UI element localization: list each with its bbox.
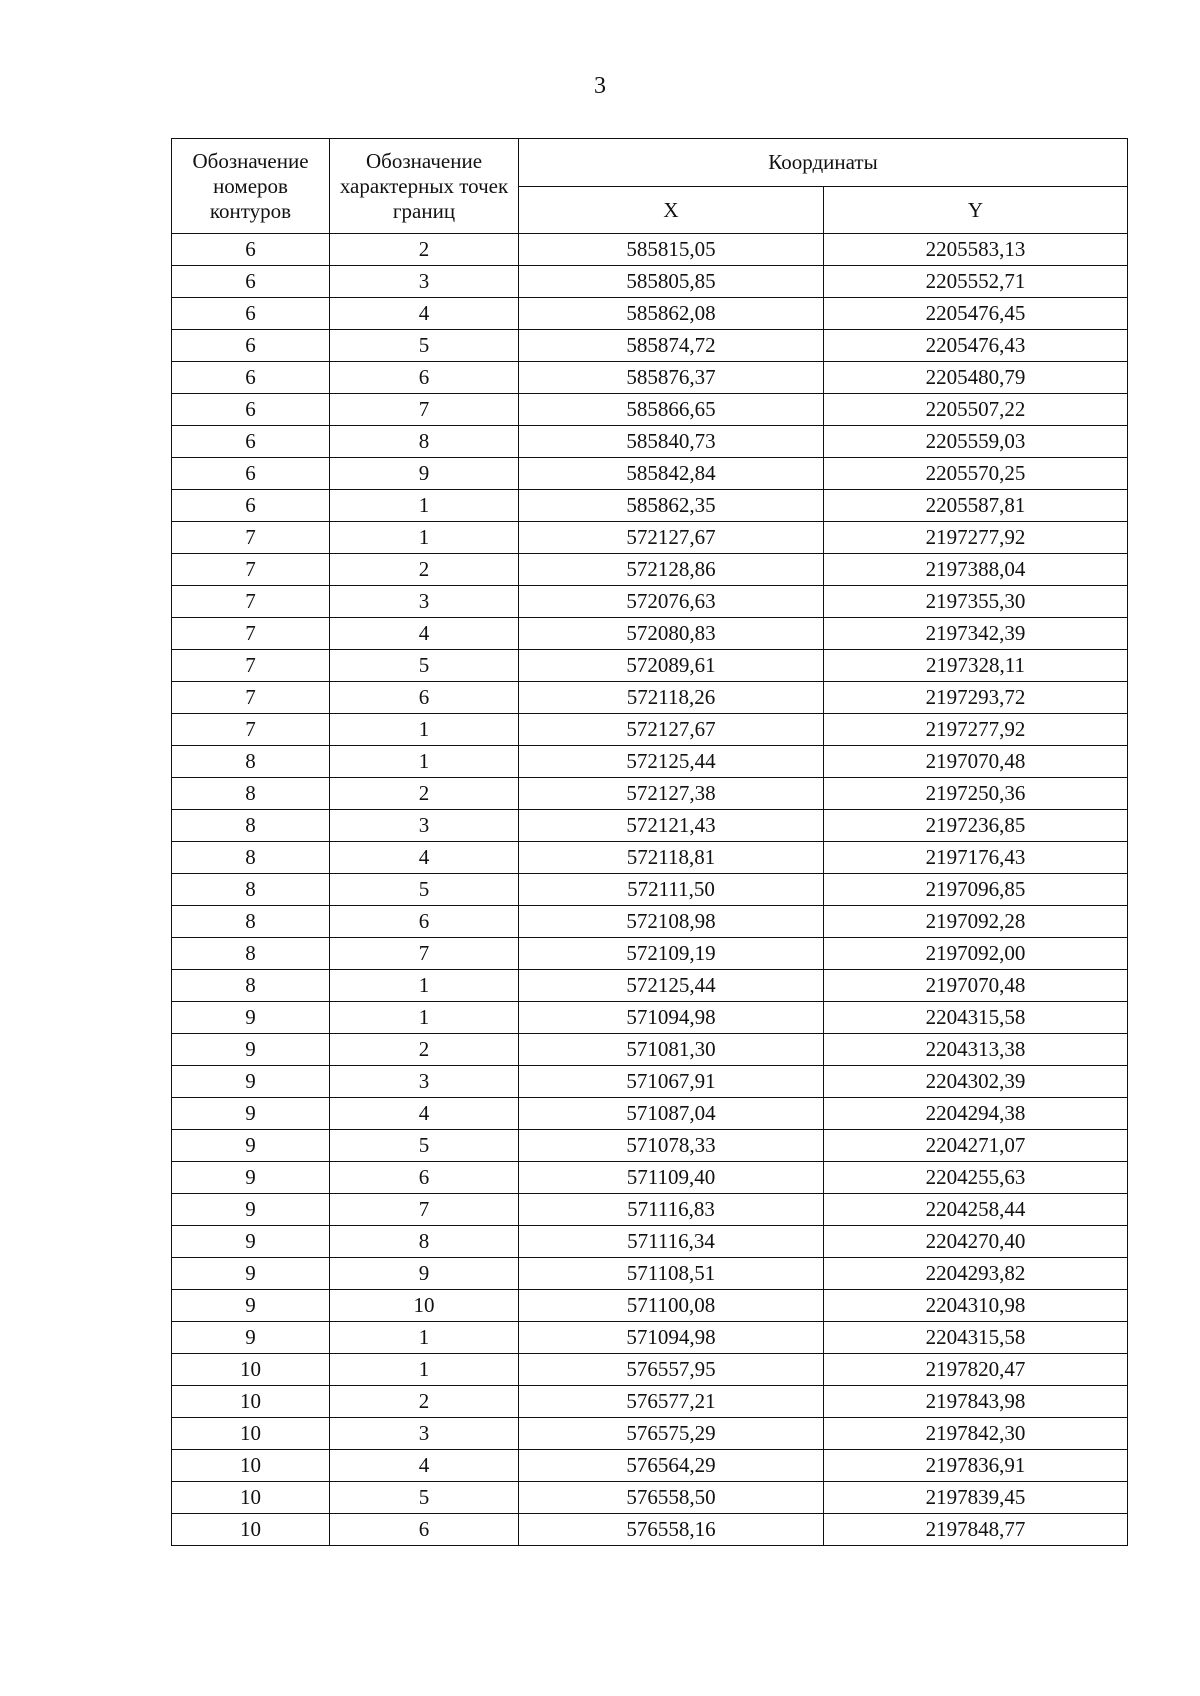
table-row <box>172 586 1128 618</box>
contour-number-cell: 6 <box>172 298 330 330</box>
x-coordinate-cell: 585842,84 <box>519 458 824 490</box>
contour-number-cell: 9 <box>172 1066 330 1098</box>
table-row <box>172 266 1128 298</box>
point-number-cell: 4 <box>330 842 519 874</box>
x-coordinate-cell: 576558,50 <box>519 1482 824 1514</box>
x-coordinate-cell: 571087,04 <box>519 1098 824 1130</box>
point-number-cell: 1 <box>330 1354 519 1386</box>
point-number-cell: 1 <box>330 970 519 1002</box>
y-coordinate-cell: 2205476,43 <box>824 330 1128 362</box>
point-number-cell: 6 <box>330 1514 519 1546</box>
x-coordinate-cell: 585805,85 <box>519 266 824 298</box>
contour-number-cell: 6 <box>172 362 330 394</box>
contour-number-cell: 7 <box>172 618 330 650</box>
y-coordinate-cell: 2197092,28 <box>824 906 1128 938</box>
point-number-cell: 7 <box>330 938 519 970</box>
table-row <box>172 1450 1128 1482</box>
table-row <box>172 458 1128 490</box>
contour-number-cell: 10 <box>172 1354 330 1386</box>
table-row <box>172 618 1128 650</box>
table-row <box>172 746 1128 778</box>
table-row <box>172 490 1128 522</box>
y-coordinate-cell: 2197836,91 <box>824 1450 1128 1482</box>
table-row <box>172 842 1128 874</box>
x-coordinate-cell: 571094,98 <box>519 1002 824 1034</box>
contour-number-cell: 6 <box>172 266 330 298</box>
x-coordinate-cell: 572127,67 <box>519 522 824 554</box>
x-coordinate-cell: 572125,44 <box>519 746 824 778</box>
contour-number-cell: 8 <box>172 874 330 906</box>
y-coordinate-cell: 2205583,13 <box>824 234 1128 266</box>
table-row <box>172 1418 1128 1450</box>
x-coordinate-cell: 585815,05 <box>519 234 824 266</box>
y-coordinate-cell: 2197842,30 <box>824 1418 1128 1450</box>
contour-number-cell: 6 <box>172 458 330 490</box>
y-coordinate-cell: 2204271,07 <box>824 1130 1128 1162</box>
x-coordinate-cell: 585862,35 <box>519 490 824 522</box>
contour-number-cell: 8 <box>172 970 330 1002</box>
point-number-cell: 7 <box>330 394 519 426</box>
contour-number-cell: 10 <box>172 1418 330 1450</box>
contour-number-cell: 9 <box>172 1002 330 1034</box>
y-coordinate-cell: 2205476,45 <box>824 298 1128 330</box>
contour-number-cell: 9 <box>172 1194 330 1226</box>
x-coordinate-cell: 571094,98 <box>519 1322 824 1354</box>
contour-number-cell: 9 <box>172 1034 330 1066</box>
point-number-cell: 6 <box>330 362 519 394</box>
contour-number-cell: 8 <box>172 746 330 778</box>
table-row <box>172 810 1128 842</box>
table-body <box>172 234 1128 1546</box>
x-coordinate-cell: 576564,29 <box>519 1450 824 1482</box>
table-row <box>172 1194 1128 1226</box>
table-row <box>172 1034 1128 1066</box>
contour-number-cell: 8 <box>172 842 330 874</box>
y-coordinate-cell: 2197250,36 <box>824 778 1128 810</box>
table-row <box>172 1290 1128 1322</box>
table-row <box>172 330 1128 362</box>
contour-number-cell: 7 <box>172 586 330 618</box>
x-coordinate-cell: 571081,30 <box>519 1034 824 1066</box>
header-coordinates: Координаты <box>519 139 1128 187</box>
y-coordinate-cell: 2204294,38 <box>824 1098 1128 1130</box>
point-number-cell: 4 <box>330 1450 519 1482</box>
x-coordinate-cell: 571100,08 <box>519 1290 824 1322</box>
y-coordinate-cell: 2197236,85 <box>824 810 1128 842</box>
contour-number-cell: 9 <box>172 1322 330 1354</box>
header-x: X <box>519 187 824 234</box>
table-row <box>172 298 1128 330</box>
table-row <box>172 778 1128 810</box>
table-row <box>172 650 1128 682</box>
point-number-cell: 8 <box>330 426 519 458</box>
y-coordinate-cell: 2197843,98 <box>824 1386 1128 1418</box>
point-number-cell: 1 <box>330 746 519 778</box>
point-number-cell: 4 <box>330 618 519 650</box>
contour-number-cell: 7 <box>172 522 330 554</box>
x-coordinate-cell: 585876,37 <box>519 362 824 394</box>
y-coordinate-cell: 2204315,58 <box>824 1002 1128 1034</box>
contour-number-cell: 10 <box>172 1514 330 1546</box>
y-coordinate-cell: 2204258,44 <box>824 1194 1128 1226</box>
x-coordinate-cell: 572125,44 <box>519 970 824 1002</box>
contour-number-cell: 8 <box>172 938 330 970</box>
y-coordinate-cell: 2197328,11 <box>824 650 1128 682</box>
contour-number-cell: 9 <box>172 1226 330 1258</box>
x-coordinate-cell: 572108,98 <box>519 906 824 938</box>
contour-number-cell: 6 <box>172 234 330 266</box>
point-number-cell: 6 <box>330 906 519 938</box>
y-coordinate-cell: 2197176,43 <box>824 842 1128 874</box>
point-number-cell: 9 <box>330 458 519 490</box>
x-coordinate-cell: 572089,61 <box>519 650 824 682</box>
x-coordinate-cell: 571116,83 <box>519 1194 824 1226</box>
y-coordinate-cell: 2197070,48 <box>824 746 1128 778</box>
x-coordinate-cell: 572121,43 <box>519 810 824 842</box>
y-coordinate-cell: 2205507,22 <box>824 394 1128 426</box>
contour-number-cell: 9 <box>172 1258 330 1290</box>
table-header <box>172 139 1128 234</box>
point-number-cell: 9 <box>330 1258 519 1290</box>
contour-number-cell: 6 <box>172 426 330 458</box>
x-coordinate-cell: 572080,83 <box>519 618 824 650</box>
contour-number-cell: 9 <box>172 1098 330 1130</box>
y-coordinate-cell: 2197293,72 <box>824 682 1128 714</box>
table-row <box>172 1066 1128 1098</box>
point-number-cell: 4 <box>330 1098 519 1130</box>
contour-number-cell: 6 <box>172 490 330 522</box>
point-number-cell: 1 <box>330 522 519 554</box>
x-coordinate-cell: 576575,29 <box>519 1418 824 1450</box>
x-coordinate-cell: 571109,40 <box>519 1162 824 1194</box>
table-row <box>172 970 1128 1002</box>
contour-number-cell: 10 <box>172 1386 330 1418</box>
y-coordinate-cell: 2197277,92 <box>824 522 1128 554</box>
y-coordinate-cell: 2197820,47 <box>824 1354 1128 1386</box>
x-coordinate-cell: 572076,63 <box>519 586 824 618</box>
table-row <box>172 938 1128 970</box>
table-row <box>172 1482 1128 1514</box>
x-coordinate-cell: 571078,33 <box>519 1130 824 1162</box>
contour-number-cell: 6 <box>172 394 330 426</box>
point-number-cell: 5 <box>330 874 519 906</box>
table-row <box>172 1002 1128 1034</box>
x-coordinate-cell: 572118,26 <box>519 682 824 714</box>
contour-number-cell: 7 <box>172 650 330 682</box>
y-coordinate-cell: 2204302,39 <box>824 1066 1128 1098</box>
contour-number-cell: 8 <box>172 778 330 810</box>
table-row <box>172 522 1128 554</box>
y-coordinate-cell: 2204255,63 <box>824 1162 1128 1194</box>
y-coordinate-cell: 2205559,03 <box>824 426 1128 458</box>
table-row <box>172 1354 1128 1386</box>
x-coordinate-cell: 576577,21 <box>519 1386 824 1418</box>
y-coordinate-cell: 2204315,58 <box>824 1322 1128 1354</box>
y-coordinate-cell: 2197277,92 <box>824 714 1128 746</box>
x-coordinate-cell: 585862,08 <box>519 298 824 330</box>
point-number-cell: 1 <box>330 490 519 522</box>
y-coordinate-cell: 2205570,25 <box>824 458 1128 490</box>
point-number-cell: 5 <box>330 1482 519 1514</box>
y-coordinate-cell: 2197355,30 <box>824 586 1128 618</box>
contour-number-cell: 7 <box>172 714 330 746</box>
y-coordinate-cell: 2197070,48 <box>824 970 1128 1002</box>
page-number: 3 <box>594 73 606 99</box>
table-row <box>172 714 1128 746</box>
point-number-cell: 2 <box>330 778 519 810</box>
y-coordinate-cell: 2197342,39 <box>824 618 1128 650</box>
point-number-cell: 7 <box>330 1194 519 1226</box>
contour-number-cell: 6 <box>172 330 330 362</box>
point-number-cell: 1 <box>330 1002 519 1034</box>
contour-number-cell: 8 <box>172 810 330 842</box>
y-coordinate-cell: 2204313,38 <box>824 1034 1128 1066</box>
table-row <box>172 426 1128 458</box>
y-coordinate-cell: 2205480,79 <box>824 362 1128 394</box>
point-number-cell: 3 <box>330 810 519 842</box>
y-coordinate-cell: 2205587,81 <box>824 490 1128 522</box>
y-coordinate-cell: 2197388,04 <box>824 554 1128 586</box>
point-number-cell: 6 <box>330 682 519 714</box>
coordinates-table <box>171 138 1128 1546</box>
x-coordinate-cell: 572111,50 <box>519 874 824 906</box>
point-number-cell: 4 <box>330 298 519 330</box>
table-row <box>172 1258 1128 1290</box>
header-contour-number: Обозначение номеров контуров <box>172 139 330 234</box>
y-coordinate-cell: 2197839,45 <box>824 1482 1128 1514</box>
y-coordinate-cell: 2197848,77 <box>824 1514 1128 1546</box>
point-number-cell: 5 <box>330 650 519 682</box>
contour-number-cell: 8 <box>172 906 330 938</box>
y-coordinate-cell: 2204270,40 <box>824 1226 1128 1258</box>
point-number-cell: 1 <box>330 1322 519 1354</box>
point-number-cell: 2 <box>330 554 519 586</box>
point-number-cell: 2 <box>330 234 519 266</box>
y-coordinate-cell: 2204310,98 <box>824 1290 1128 1322</box>
table-row <box>172 906 1128 938</box>
point-number-cell: 1 <box>330 714 519 746</box>
point-number-cell: 3 <box>330 586 519 618</box>
table-row <box>172 554 1128 586</box>
table-row <box>172 1386 1128 1418</box>
point-number-cell: 8 <box>330 1226 519 1258</box>
x-coordinate-cell: 576557,95 <box>519 1354 824 1386</box>
table-row <box>172 1130 1128 1162</box>
table-row <box>172 1098 1128 1130</box>
x-coordinate-cell: 585874,72 <box>519 330 824 362</box>
x-coordinate-cell: 585866,65 <box>519 394 824 426</box>
point-number-cell: 2 <box>330 1386 519 1418</box>
point-number-cell: 3 <box>330 266 519 298</box>
point-number-cell: 5 <box>330 1130 519 1162</box>
x-coordinate-cell: 571067,91 <box>519 1066 824 1098</box>
table-row <box>172 1226 1128 1258</box>
x-coordinate-cell: 572127,67 <box>519 714 824 746</box>
x-coordinate-cell: 576558,16 <box>519 1514 824 1546</box>
table-row <box>172 682 1128 714</box>
contour-number-cell: 9 <box>172 1162 330 1194</box>
point-number-cell: 10 <box>330 1290 519 1322</box>
table-row <box>172 234 1128 266</box>
y-coordinate-cell: 2197096,85 <box>824 874 1128 906</box>
x-coordinate-cell: 571116,34 <box>519 1226 824 1258</box>
table-row <box>172 1162 1128 1194</box>
table-row <box>172 1322 1128 1354</box>
y-coordinate-cell: 2197092,00 <box>824 938 1128 970</box>
point-number-cell: 5 <box>330 330 519 362</box>
x-coordinate-cell: 571108,51 <box>519 1258 824 1290</box>
table-row <box>172 362 1128 394</box>
point-number-cell: 3 <box>330 1066 519 1098</box>
contour-number-cell: 10 <box>172 1450 330 1482</box>
x-coordinate-cell: 585840,73 <box>519 426 824 458</box>
contour-number-cell: 9 <box>172 1130 330 1162</box>
point-number-cell: 6 <box>330 1162 519 1194</box>
x-coordinate-cell: 572127,38 <box>519 778 824 810</box>
table-row <box>172 1514 1128 1546</box>
contour-number-cell: 9 <box>172 1290 330 1322</box>
point-number-cell: 3 <box>330 1418 519 1450</box>
y-coordinate-cell: 2204293,82 <box>824 1258 1128 1290</box>
contour-number-cell: 10 <box>172 1482 330 1514</box>
header-boundary-point: Обозначение характерных точек границ <box>330 139 519 234</box>
x-coordinate-cell: 572118,81 <box>519 842 824 874</box>
table-row <box>172 394 1128 426</box>
y-coordinate-cell: 2205552,71 <box>824 266 1128 298</box>
x-coordinate-cell: 572128,86 <box>519 554 824 586</box>
contour-number-cell: 7 <box>172 554 330 586</box>
x-coordinate-cell: 572109,19 <box>519 938 824 970</box>
point-number-cell: 2 <box>330 1034 519 1066</box>
header-y: Y <box>824 187 1128 234</box>
contour-number-cell: 7 <box>172 682 330 714</box>
table-row <box>172 874 1128 906</box>
